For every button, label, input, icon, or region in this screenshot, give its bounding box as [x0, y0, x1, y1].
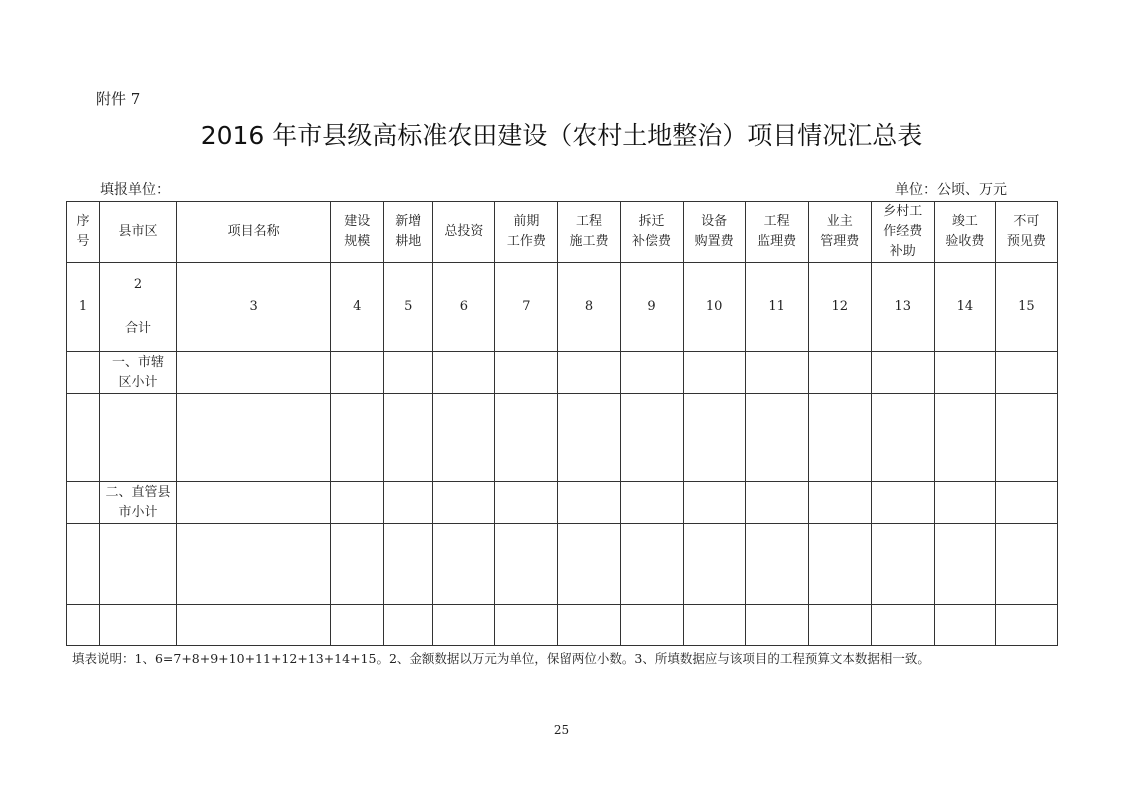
header-cell-total-investment: 总投资	[433, 202, 495, 263]
table-cell	[934, 352, 995, 394]
table-row	[67, 605, 1058, 646]
table-cell: 15	[995, 263, 1057, 352]
table-cell	[745, 394, 808, 482]
table-cell	[433, 352, 495, 394]
table-cell	[995, 605, 1057, 646]
table-cell	[995, 524, 1057, 605]
table-cell	[808, 605, 871, 646]
table-cell	[495, 394, 558, 482]
header-cell-management-fee: 业主 管理费	[808, 202, 871, 263]
table-cell	[558, 352, 620, 394]
table-cell	[558, 605, 620, 646]
table-cell	[331, 482, 384, 524]
table-cell	[67, 524, 100, 605]
table-cell	[620, 605, 683, 646]
header-cell-relocation-fee: 拆迁 补偿费	[620, 202, 683, 263]
header-cell-preliminary-fee: 前期 工作费	[495, 202, 558, 263]
table-cell	[100, 394, 177, 482]
table-cell	[384, 352, 433, 394]
table-cell	[177, 605, 331, 646]
table-cell: 9	[620, 263, 683, 352]
table-cell: 14	[934, 263, 995, 352]
table-cell	[745, 605, 808, 646]
table-cell	[871, 482, 934, 524]
table-cell	[683, 394, 745, 482]
table-cell	[683, 605, 745, 646]
table-cell	[331, 394, 384, 482]
table-cell	[620, 352, 683, 394]
table-cell	[177, 352, 331, 394]
total-label: 合计	[125, 321, 152, 336]
table-cell	[871, 394, 934, 482]
table-cell	[331, 524, 384, 605]
table-cell	[995, 482, 1057, 524]
table-cell	[331, 352, 384, 394]
table-cell	[745, 352, 808, 394]
header-cell-construction-fee: 工程 施工费	[558, 202, 620, 263]
table-cell	[495, 605, 558, 646]
table-cell	[177, 482, 331, 524]
table-cell	[683, 524, 745, 605]
page-number: 25	[553, 723, 570, 737]
table-cell	[100, 524, 177, 605]
table-cell	[331, 605, 384, 646]
table-cell	[934, 482, 995, 524]
table-cell	[495, 524, 558, 605]
summary-table	[66, 201, 1058, 646]
table-cell	[384, 394, 433, 482]
table-cell	[67, 394, 100, 482]
table-cell: 10	[683, 263, 745, 352]
table-cell	[871, 352, 934, 394]
table-cell: 11	[745, 263, 808, 352]
table-cell	[100, 605, 177, 646]
header-cell-contingency-fee: 不可 预见费	[995, 202, 1057, 263]
table-cell	[433, 524, 495, 605]
page-title: 2016 年市县级高标准农田建设（农村土地整治）项目情况汇总表	[200, 121, 923, 150]
table-cell: 6	[433, 263, 495, 352]
table-cell: 7	[495, 263, 558, 352]
header-cell-village-subsidy: 乡村工 作经费 补助	[871, 202, 934, 263]
table-cell	[745, 524, 808, 605]
table-cell	[995, 352, 1057, 394]
table-cell	[67, 605, 100, 646]
table-cell: 4	[331, 263, 384, 352]
table-cell	[558, 394, 620, 482]
table-cell	[433, 482, 495, 524]
header-cell-project-name: 项目名称	[177, 202, 331, 263]
header-cell-acceptance-fee: 竣工 验收费	[934, 202, 995, 263]
table-cell	[67, 482, 100, 524]
reporting-unit-label: 填报单位：	[100, 182, 170, 198]
table-cell	[384, 524, 433, 605]
city-subtotal-label: 一、市辖 区小计	[100, 352, 177, 394]
table-cell	[934, 524, 995, 605]
table-cell	[808, 524, 871, 605]
table-row-city-subtotal	[67, 352, 1058, 394]
table-cell	[934, 394, 995, 482]
table-row-county-subtotal	[67, 482, 1058, 524]
table-cell	[433, 605, 495, 646]
table-cell	[495, 482, 558, 524]
table-cell	[67, 352, 100, 394]
table-cell	[871, 524, 934, 605]
table-row	[67, 524, 1058, 605]
table-cell	[995, 394, 1057, 482]
county-subtotal-label: 二、直管县 市小计	[100, 482, 177, 524]
table-cell	[620, 482, 683, 524]
table-cell	[177, 524, 331, 605]
table-cell	[871, 605, 934, 646]
table-cell	[808, 352, 871, 394]
table-cell	[433, 394, 495, 482]
attachment-label: 附件 7	[96, 90, 141, 108]
table-cell	[808, 482, 871, 524]
header-cell-supervision-fee: 工程 监理费	[745, 202, 808, 263]
table-cell	[177, 394, 331, 482]
table-cell: 1	[67, 263, 100, 352]
header-cell-seq: 序 号	[67, 202, 100, 263]
table-cell	[620, 394, 683, 482]
table-cell	[558, 482, 620, 524]
table-cell	[495, 352, 558, 394]
table-cell	[745, 482, 808, 524]
header-row	[67, 202, 1058, 263]
table-cell: 8	[558, 263, 620, 352]
table-cell: 13	[871, 263, 934, 352]
table-cell: 12	[808, 263, 871, 352]
unit-label: 单位：公顷、万元	[895, 182, 1007, 198]
header-cell-scale: 建设 规模	[331, 202, 384, 263]
table-row-numbers	[67, 263, 1058, 352]
table-cell	[934, 605, 995, 646]
table-cell	[808, 394, 871, 482]
table-cell	[384, 605, 433, 646]
table-cell	[683, 482, 745, 524]
header-cell-new-farmland: 新增 耕地	[384, 202, 433, 263]
table-cell: 3	[177, 263, 331, 352]
table-cell	[620, 524, 683, 605]
header-cell-county: 县市区	[100, 202, 177, 263]
table-row	[67, 394, 1058, 482]
header-cell-equipment-fee: 设备 购置费	[683, 202, 745, 263]
table-cell: 2 合计	[100, 263, 177, 352]
table-cell	[558, 524, 620, 605]
table-cell	[384, 482, 433, 524]
footnote: 填表说明：1、6=7+8+9+10+11+12+13+14+15。2、金额数据以万元为单位，保留两位小数。3、所填数据应与该项目的工程预算文本数据相一致。	[72, 651, 930, 666]
table-cell: 5	[384, 263, 433, 352]
table-cell	[683, 352, 745, 394]
